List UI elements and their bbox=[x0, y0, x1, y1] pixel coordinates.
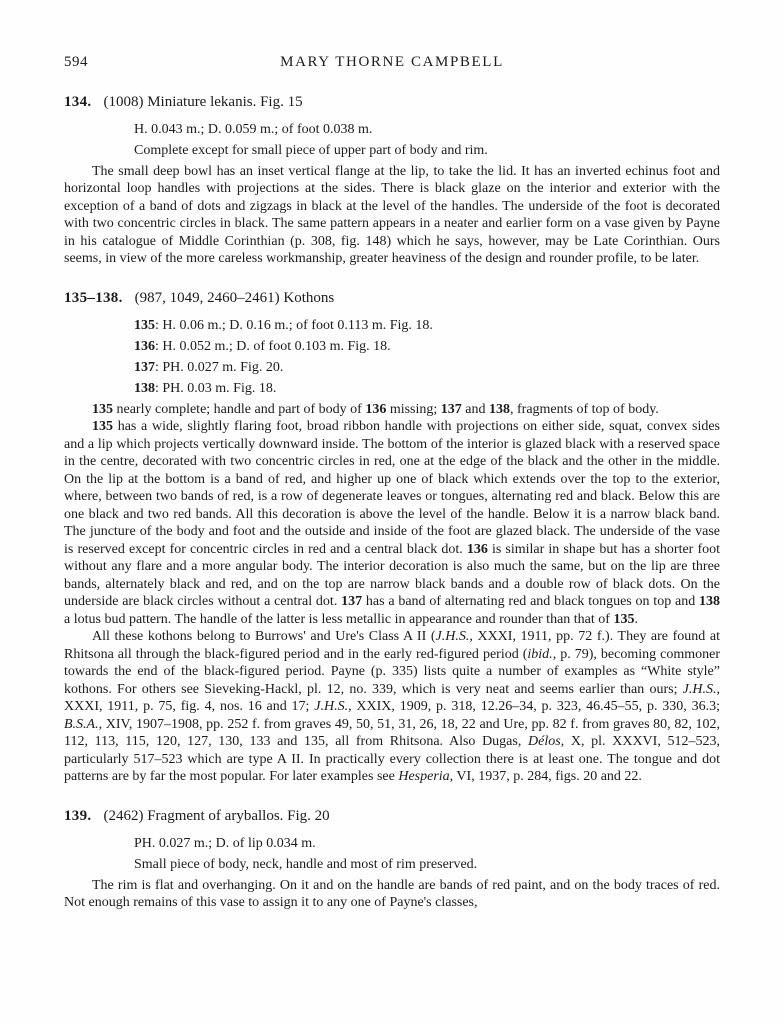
text-run: , XXXI, 1911, p. 75, fig. 4, nos. 16 and 17; bbox=[64, 681, 720, 714]
citations-paragraph bbox=[64, 628, 720, 786]
text-run: 136 bbox=[365, 401, 387, 417]
text-run: , X, pl. XXXVI, 512–523, particularly 517–523 which are type A II. In practically every collection there is at least one. The tongue and dot patterns are by far the most popular. For later examples see bbox=[64, 734, 721, 784]
page-number: 594 bbox=[64, 54, 88, 70]
text-run: , XIV, 1907–1908, pp. 252 f. from graves 49, 50, 51, 31, 26, 18, 22 and Ure, pp. 82 f. from graves 80, 82, 102, 112, 113, 115, 120, 127, 130, 133 and 135, all from Rhitsona. Also Dugas, bbox=[64, 716, 720, 749]
description-paragraph bbox=[64, 163, 720, 268]
text-run: Small piece of body, neck, handle and most of rim preserved. bbox=[134, 856, 478, 872]
text-run: and bbox=[461, 401, 489, 417]
measurement-line bbox=[134, 121, 720, 139]
text-run: 135 bbox=[613, 611, 635, 627]
catalog-entry-135-138 bbox=[64, 289, 720, 786]
entry-heading bbox=[64, 289, 720, 308]
text-run: 135 bbox=[134, 317, 155, 333]
description-paragraph bbox=[64, 418, 720, 628]
text-run: Délos bbox=[528, 734, 561, 749]
text-run: J.H.S. bbox=[435, 629, 470, 644]
text-run: . bbox=[634, 611, 638, 627]
measurement-line bbox=[134, 359, 720, 377]
measurement-line bbox=[134, 835, 720, 853]
text-run: The rim is flat and overhanging. On it and on the handle are bands of red paint, and on the body traces of red. Not enough remains of this vase to assign it to any one of Payne's classes, bbox=[64, 877, 720, 910]
running-head-title: MARY THORNE CAMPBELL bbox=[280, 54, 504, 70]
entry-heading bbox=[64, 807, 720, 826]
condition-paragraph bbox=[64, 401, 720, 419]
text-run: J.H.S. bbox=[314, 699, 349, 714]
text-run: (987, 1049, 2460–2461) Kothons bbox=[134, 289, 335, 306]
catalog-entry-134 bbox=[64, 93, 720, 268]
text-run: 135 bbox=[92, 401, 113, 417]
text-run: 138 bbox=[134, 380, 155, 396]
text-run: 139. bbox=[64, 807, 92, 824]
text-run: has a wide, slightly flaring foot, broad ribbon handle with projections on either side, squat, convex sides and a lip which projects vertically downward inside. The bottom of the interior is glazed black with a reserved space in the centre, decorated with two concentric circles in red, one at the edge of the black and the other in the middle. On the lip at the bottom is a band of red, and higher up one of black which extends over the top to the exterior, where, between two bands of red, is a row of degenerate leaves or tongues, alternating red and black. Below this are one black and two red bands. All this decoration is above the level of the handle. Below it is a narrow black band. The juncture of the body and foot and the outside and inside of the foot are glazed black. The underside of the vase is reserved except for concentric circles in red and a central black dot. bbox=[64, 419, 720, 557]
text-run: 136 bbox=[134, 338, 155, 354]
text-run: (1008) Miniature lekanis. Fig. 15 bbox=[103, 93, 303, 110]
text-run: : PH. 0.027 m. Fig. 20. bbox=[155, 359, 284, 375]
text-run: , p. 79), becoming commoner towards the end of the black-figured period. Payne (p. 335) lists quite a number of examples as “White style” kothons. For others see Sieveking-Hackl, pl. 12, no. 339, which is very neat and seems earlier than ours; bbox=[64, 646, 720, 697]
text-run: has a band of alternating red and black tongues on top and bbox=[362, 594, 699, 609]
text-run: H. 0.043 m.; D. 0.059 m.; of foot 0.038 m. bbox=[134, 121, 373, 137]
text-run: Hesperia bbox=[398, 769, 450, 784]
measurement-line bbox=[134, 317, 720, 335]
text-run: 135 bbox=[92, 419, 113, 434]
text-run: 137 bbox=[134, 359, 155, 375]
text-run: B.S.A. bbox=[64, 716, 99, 732]
text-run: Complete except for small piece of upper part of body and rim. bbox=[134, 142, 488, 158]
condition-line bbox=[134, 856, 720, 874]
text-run: missing; bbox=[386, 401, 441, 417]
text-run: 134. bbox=[64, 93, 92, 110]
text-run: J.H.S. bbox=[682, 681, 717, 697]
text-run: PH. 0.027 m.; D. of lip 0.034 m. bbox=[134, 835, 316, 851]
text-run: : H. 0.06 m.; D. 0.16 m.; of foot 0.113 m. Fig. 18. bbox=[155, 317, 433, 333]
text-run: a lotus bud pattern. The handle of the latter is less metallic in appearance and rounder than that of bbox=[64, 611, 614, 627]
measurement-line bbox=[134, 338, 720, 356]
text-run: 138 bbox=[698, 594, 720, 609]
text-run: : PH. 0.03 m. Fig. 18. bbox=[155, 380, 277, 396]
text-run: ibid. bbox=[527, 646, 553, 662]
text-run: 136 bbox=[466, 541, 488, 557]
text-run: The small deep bowl has an inset vertical flange at the lip, to take the lid. It has an inverted echinus foot and horizontal loop handles with projections at the sides. There is black glaze on the interior and exterior with the exception of a band of dots and zigzags in black at the level of the handles. The underside of the foot is decorated with two concentric circles in black. The same pattern appears in a neater and earlier form on a vase given by Payne in his catalogue of Middle Corinthian (p. 308, fig. 148) which he says, however, may be Late Corinthian. Ours seems, in view of the more careless workmanship, greater heaviness of the design and rounder profile, to be later. bbox=[64, 163, 720, 266]
text-run: , XXXI, 1911, pp. 72 f.). They are found at Rhitsona all through the black-figured period and in the early red-figured period ( bbox=[64, 629, 721, 662]
text-run: 138 bbox=[489, 401, 510, 417]
text-run: 135–138. bbox=[64, 289, 123, 306]
description-paragraph bbox=[64, 877, 720, 912]
entry-heading bbox=[64, 93, 720, 112]
text-run: : H. 0.052 m.; D. of foot 0.103 m. Fig. 18. bbox=[155, 338, 391, 354]
running-header bbox=[64, 54, 720, 72]
text-run: is similar in shape but has a shorter foot without any flare and a more angular body. The interior decoration is also much the same, but on the lip are three bands, alternately black and red, and on the top are narrow black bands and a double row of black dots. On the underside are black circles without a central dot. bbox=[64, 541, 721, 609]
text-run: , XXIX, 1909, p. 318, 12.26–34, p. 323, 46.45–55, p. 330, 36.3; bbox=[348, 699, 721, 714]
text-run: 137 bbox=[440, 401, 462, 417]
text-run: All these kothons belong to Burrows' and Ure's Class A II ( bbox=[92, 629, 436, 644]
text-run: 137 bbox=[341, 594, 363, 609]
text-run: , fragments of top of body. bbox=[510, 401, 659, 417]
text-run: nearly complete; handle and part of body of bbox=[113, 401, 366, 417]
text-run: (2462) Fragment of aryballos. Fig. 20 bbox=[103, 807, 330, 824]
condition-line bbox=[134, 142, 720, 160]
measurement-line bbox=[134, 380, 720, 398]
catalog-entry-139 bbox=[64, 807, 720, 912]
text-run: , VI, 1937, p. 284, figs. 20 and 22. bbox=[449, 769, 642, 784]
